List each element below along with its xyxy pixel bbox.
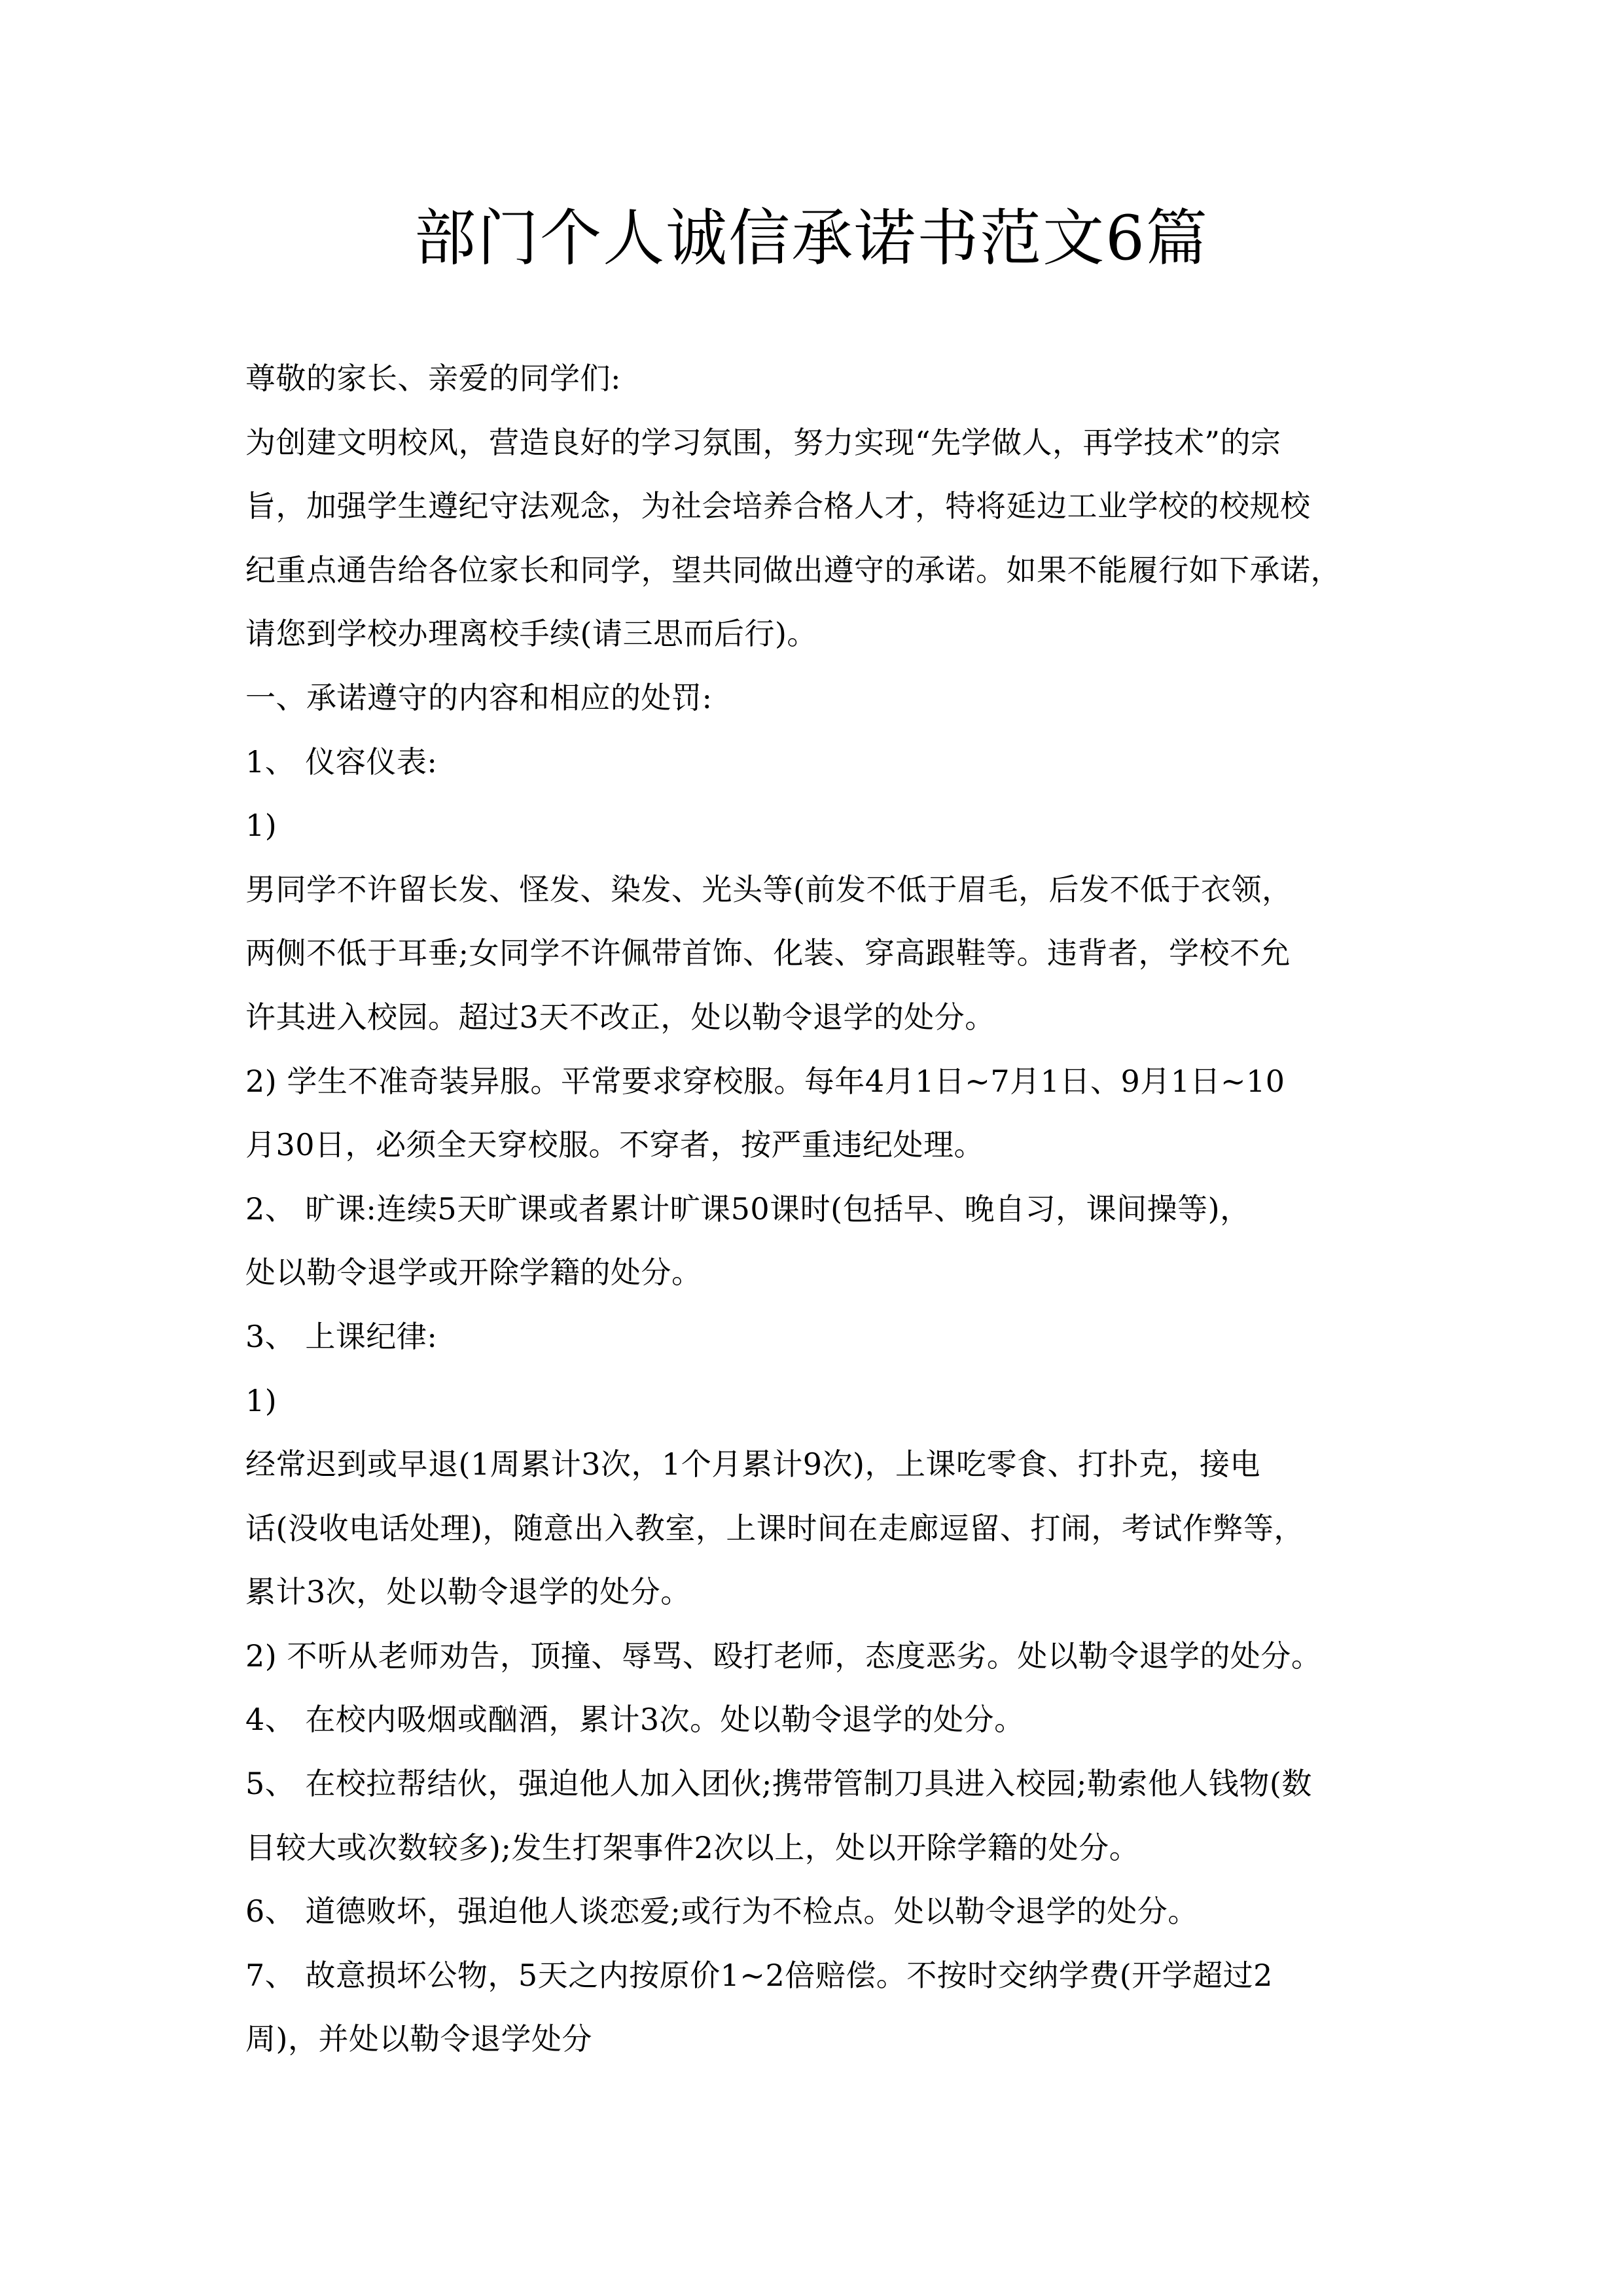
text-line: 2) 不听从老师劝告，顶撞、辱骂、殴打老师，态度恶劣。处以勒令退学的处分。 xyxy=(245,1638,1322,1674)
list-item-heading: 7、 故意损坏公物，5天之内按原价1~2倍赔偿。不按时交纳学费(开学超过2 xyxy=(245,1957,1273,1993)
text-line: 处以勒令退学或开除学籍的处分。 xyxy=(245,1255,702,1291)
text-line: 周)，并处以勒令退学处分 xyxy=(245,2021,592,2057)
document-title: 部门个人诚信承诺书范文6篇 xyxy=(414,203,1209,274)
list-item-heading: 5、 在校拉帮结伙，强迫他人加入团伙;携带管制刀具进入校园;勒索他人钱物(数 xyxy=(245,1766,1312,1802)
list-item-heading: 6、 道德败坏，强迫他人谈恋爱;或行为不检点。处以勒令退学的处分。 xyxy=(245,1893,1198,1929)
text-line: 经常迟到或早退(1周累计3次，1个月累计9次)，上课吃零食、打扑克，接电 xyxy=(245,1446,1260,1482)
list-item-heading: 1、 仪容仪表: xyxy=(245,744,438,780)
text-line: 2) 学生不准奇装异服。平常要求穿校服。每年4月1日~7月1日、9月1日~10 xyxy=(245,1063,1285,1099)
text-line: 为创建文明校风，营造良好的学习氛围，努力实现“先学做人，再学技术”的宗 xyxy=(245,424,1281,460)
text-line: 请您到学校办理离校手续(请三思而后行)。 xyxy=(245,616,817,652)
list-item-heading: 4、 在校内吸烟或酗酒，累计3次。处以勒令退学的处分。 xyxy=(245,1702,1025,1738)
text-line: 累计3次，处以勒令退学的处分。 xyxy=(245,1574,691,1610)
text-line: 话(没收电话处理)，随意出入教室，上课时间在走廊逗留、打闹，考试作弊等， xyxy=(245,1510,1304,1546)
list-item-heading: 2、 旷课:连续5天旷课或者累计旷课50课时(包括早、晚自习，课间操等)， xyxy=(245,1191,1251,1227)
list-item-heading: 3、 上课纪律: xyxy=(245,1318,438,1354)
text-line: 旨，加强学生遵纪守法观念，为社会培养合格人才，特将延边工业学校的校规校 xyxy=(245,488,1311,524)
section-heading: 一、承诺遵守的内容和相应的处罚: xyxy=(245,679,713,715)
text-line: 两侧不低于耳垂;女同学不许佩带首饰、化装、穿高跟鞋等。违背者，学校不允 xyxy=(245,935,1291,971)
text-line: 尊敬的家长、亲爱的同学们: xyxy=(245,361,621,396)
text-line: 目较大或次数较多);发生打架事件2次以上，处以开除学籍的处分。 xyxy=(245,1829,1140,1865)
text-line: 月30日，必须全天穿校服。不穿者，按严重违纪处理。 xyxy=(245,1127,985,1163)
text-line: 男同学不许留长发、怪发、染发、光头等(前发不低于眉毛，后发不低于衣领， xyxy=(245,871,1293,907)
text-line: 纪重点通告给各位家长和同学，望共同做出遵守的承诺。如果不能履行如下承诺， xyxy=(245,552,1341,588)
document-body xyxy=(245,347,1410,2072)
sub-item-number: 1) xyxy=(245,1382,277,1418)
sub-item-number: 1) xyxy=(245,808,277,844)
text-line: 许其进入校园。超过3天不改正，处以勒令退学的处分。 xyxy=(245,999,995,1035)
